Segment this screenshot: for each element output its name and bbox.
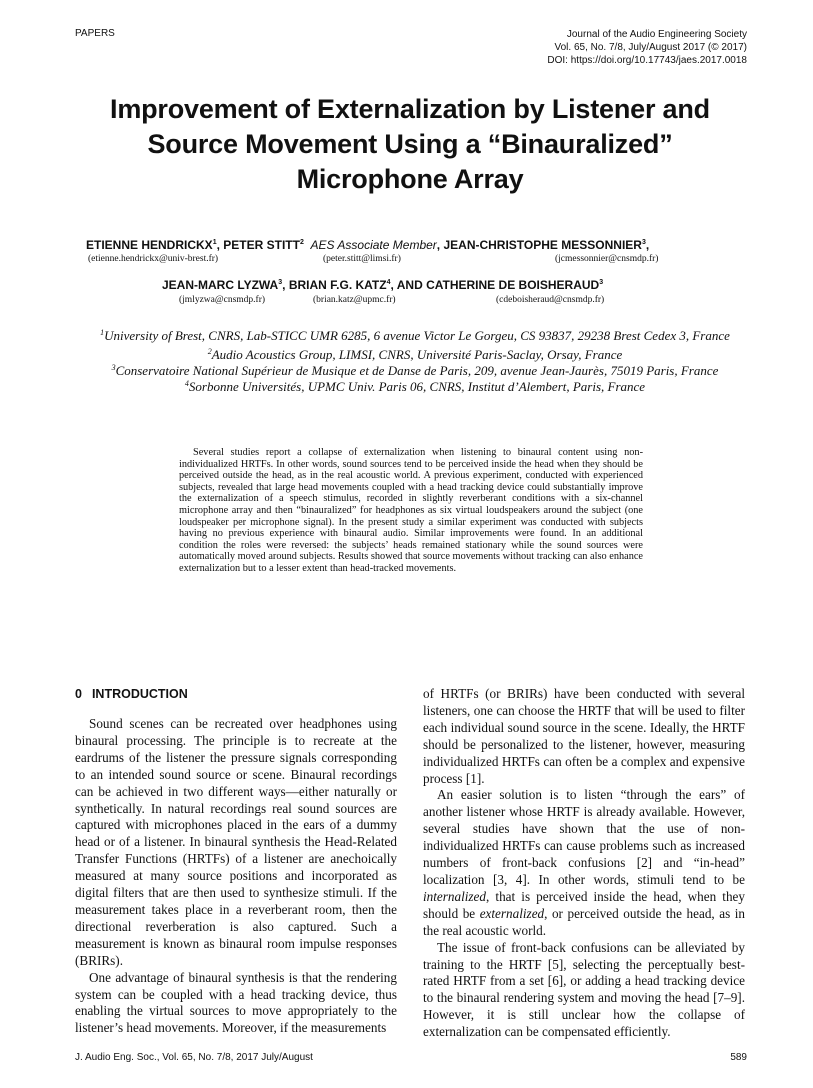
body-paragraph: of HRTFs (or BRIRs) have been conducted with several listeners, one can choose the HRTF that will be used to filter each individual sound source in the scene. Ideally, the HRTF should be personalized to the listener, however, measuring individualized HRTFs can often be a complex and expensive process [1].: [423, 686, 745, 786]
section-number: 0: [75, 687, 82, 701]
author-email[interactable]: (jmlyzwa@cnsmdp.fr): [179, 295, 266, 305]
affiliation-marker: 4: [386, 279, 391, 286]
affiliation-marker: 3: [641, 239, 646, 246]
page-number: 589: [730, 1052, 747, 1063]
author-name: CATHERINE DE BOISHERAUD: [426, 278, 600, 292]
section-title: INTRODUCTION: [91, 687, 188, 701]
body-paragraph: [423, 787, 745, 939]
author-email[interactable]: (etienne.hendrickx@univ-brest.fr): [88, 254, 219, 264]
affiliation-text: Audio Acoustics Group, LIMSI, CNRS, Université Paris-Saclay, Orsay, France: [211, 347, 623, 362]
body-paragraph: Sound scenes can be recreated over headphones using binaural processing. The principle is to recreate at the eardrums of the listener the pressure signals corresponding to an intended sound source or scene. Binaural recordings can be achieved in two different ways—either naturally or synthetically. In natural recordings real sound sources are captured with microphones placed in the ears of a dummy head or of a listener. In binaural synthesis the Head-Related Transfer Functions (HRTFs) of a listener are anechoically measured at many source positions and incorporated as digital filters that are then used to synthesize stimuli. If the measurement takes place in a reverberant room, then the directional reverberation is also captured. Such a measurement is known as binaural room impulse responses (BRIRs).: [75, 716, 397, 968]
journal-doi[interactable]: DOI: https://doi.org/10.17743/jaes.2017.0018: [547, 55, 747, 66]
section-heading: [75, 686, 397, 702]
author-name: JEAN-MARC LYZWA: [162, 278, 279, 292]
footer-citation: J. Audio Eng. Soc., Vol. 65, No. 7/8, 2017 July/August: [75, 1052, 313, 1063]
affiliation-marker: 3: [278, 279, 283, 286]
body-column-left: [75, 686, 397, 1037]
affiliation-marker: 2: [299, 239, 304, 246]
affiliation-text: Sorbonne Universités, UPMC Univ. Paris 06, CNRS, Institut d’Alembert, Paris, France: [188, 379, 646, 394]
body-column-right: [423, 686, 745, 1041]
author-conjunction: AND: [396, 278, 423, 292]
author-membership: AES Associate Member: [310, 238, 437, 252]
text-run: , or perceived outside the head, as in the real acoustic world.: [423, 905, 746, 938]
body-paragraph: One advantage of binaural synthesis is that the rendering system can be coupled with a head tracking device, thus enabling the virtual sources to move appropriately to the listener’s head movements. Moreover, if the measurements: [75, 969, 397, 1036]
author-email[interactable]: (peter.stitt@limsi.fr): [323, 254, 401, 264]
affiliation-text: Conservatoire National Supérieur de Musique et de Danse de Paris, 209, avenue Jean-Jaurès, 75019 Paris, France: [115, 363, 719, 378]
author-name: BRIAN F.G. KATZ: [288, 278, 387, 292]
affiliation: [70, 375, 760, 395]
title-line: Improvement of Externalization by Listener and: [110, 94, 710, 124]
abstract: [179, 447, 643, 575]
title-line: Microphone Array: [296, 164, 524, 194]
author-email[interactable]: (jcmessonnier@cnsmdp.fr): [555, 254, 659, 264]
emphasis: externalized: [479, 905, 545, 921]
affiliation: [70, 324, 760, 344]
author-row: JEAN-MARC LYZWA$^3$, BRIAN F.G. KATZ$^4$, AND CATHERINE DE BOISHERAUD$^3$: [162, 278, 604, 292]
abstract-text: Several studies report a collapse of externalization when listening to binaural content using non-individualized HRTFs. In other words, sound sources tend to be perceived inside the head when they should be perceived outside the head, as in the real acoustic world. A previous experiment, conducted with experienced subjects, revealed that large head movements coupled with a head tracking device could substantially improve the externalization of a speech stimulus, recorded in slightly reverberant conditions with a six-channel microphone array and then “binauralized” for headphones as six virtual loudspeakers around the subject (one loudspeaker per microphone signal). In the present study a similar experiment was conducted with subjects having no previous experience with binaural audio. Similar improvements were found. In an additional condition the roles were reversed: the subjects’ heads remained stationary while the sound sources were automatically moved around subjects. Results showed that source movements without tracking can also enhance externalization but to a lesser extent than head-tracked movements.: [179, 447, 643, 574]
journal-name: Journal of the Audio Engineering Society: [566, 29, 747, 40]
affiliation-number: 2: [207, 347, 212, 356]
author-email[interactable]: (cdeboisheraud@cnsmdp.fr): [496, 295, 605, 305]
affiliation-marker: 1: [212, 239, 217, 246]
emphasis: internalized: [423, 888, 487, 904]
text-run: An easier solution is to listen “through the ears” of another listener whose HRTF is already available. However, several studies have shown that the use of non-individualized HRTFs can cause problems such as increased numbers of front-back confusions [2] and “in-head” localization [3, 4]. In other words, stimuli tend to be: [423, 787, 745, 887]
affiliation-marker: 3: [599, 279, 604, 286]
author-name: PETER STITT: [223, 238, 300, 252]
affiliation-number: 3: [111, 363, 116, 372]
body-paragraph: The issue of front-back confusions can be alleviated by training to the HRTF [5], selecting the perceptually best-rated HRTF from a set [6], or adding a head tracking device to the binaural rendering system and moving the head [7–9]. However, it is still unclear how the collapse of externalization can be compensated efficiently.: [423, 939, 745, 1040]
author-name: ETIENNE HENDRICKX: [86, 238, 213, 252]
paper-title: [60, 92, 760, 197]
affiliation-text: University of Brest, CNRS, Lab-STICC UMR 6285, 6 avenue Victor Le Gorgeu, CS 93837, 29238 Brest Cedex 3, France: [104, 328, 730, 343]
author-name: JEAN-CHRISTOPHE MESSONNIER: [443, 238, 642, 252]
affiliation-number: 4: [184, 379, 189, 388]
author-email[interactable]: (brian.katz@upmc.fr): [313, 295, 396, 305]
text-run: , that is perceived inside the head, when they should be: [423, 888, 745, 921]
author-row: ETIENNE HENDRICKX$^1$, PETER STITT$^2$ AES Associate Member, JEAN-CHRISTOPHE MESSONNIER$^3$,: [86, 238, 650, 252]
running-header-section: PAPERS: [75, 28, 115, 39]
title-line: Source Movement Using a “Binauralized”: [147, 129, 673, 159]
running-header-journal: [487, 28, 747, 67]
affiliation-number: 1: [100, 328, 105, 337]
journal-volume: Vol. 65, No. 7/8, July/August 2017 (© 2017): [554, 42, 747, 53]
